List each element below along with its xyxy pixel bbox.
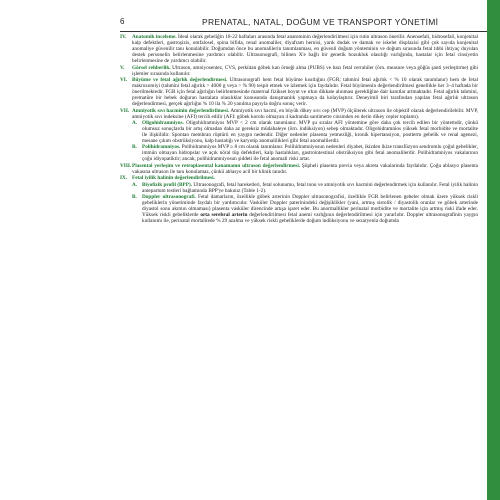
subsection-letter: A. — [132, 120, 138, 127]
section-heading: Anatomik inceleme. — [132, 34, 177, 40]
subsection-heading: Biyofizik profil (BPP). — [142, 181, 193, 188]
section-number: IV. — [120, 34, 127, 40]
section-number: VII. — [120, 107, 130, 114]
section-number: VIII. — [120, 162, 132, 169]
section-iv — [120, 34, 478, 64]
chapter-title: PRENATAL, NATAL, DOĞUM VE TRANSPORT YÖNETİMİ — [202, 17, 439, 27]
subsection-body-end: değerlendirilmesi fetal anemi varlığının değerlendirilmesi için yararlıdır. Doppler ultrasonografinin yaygın kullanımı ile, perinatal mortalitede % 29 azalma ve yüksek riskli gebeliklerde doğum indüksiyonu ve sezaryenla doğumda — [142, 212, 478, 225]
subsection-body: Polihidramniyos MVP ≥ 8 cm olarak tanımlanır. Polihidramniyosun nedenleri diyabet, ikizden ikize transfüzyon sendromlu çoğul gebelikler, immün olmayan hidropslar ve açık nöral tüp defektleri, kalp hastalıkları, gastrointestinal obstrüksiyon gibi fetal anomalilerdir. Polihidramniyos vakalarının çoğu idiyopatiktir; ancak, polihidramniyosun şiddeti ile fetal anomali riski artar. — [142, 144, 478, 163]
subsection-heading: Polihidramniyos. — [142, 144, 181, 151]
section-viii — [120, 163, 478, 175]
subsection-letter: A. — [132, 181, 138, 188]
section-number: IX. — [120, 175, 128, 182]
page-header — [120, 17, 490, 29]
section-heading: Fetal iyilik halinin değerlendirilmesi. — [132, 175, 215, 182]
header-rule — [120, 31, 490, 32]
section-vii — [120, 108, 478, 163]
page-number: 6 — [120, 17, 125, 26]
section-body: İdeal olarak gebeliğin 18-22 haftaları arasında fetal anatominin değerlendirilmesi için rutin ultrason önerilir. Anensefali, hidrosefali, konjenital kalp defektleri, gastroşizis, omfalosel, spina bifida, renal anomaliler, diyafram hernisi, yarık dudak ve damak ve iskelet displazisi gibi çok sayıda konjenital anomaliye güvenilir tanı konulabilir. Doğumdan önce bu anomalilerin tanımlanması, en güvenli doğum yönteminin ve doğum sırasında fetal tıbbi ihtiyaç duyulan destek personelin belirlenmesine yardımcı olabilir. Ultrasonografi, bilinen X'e bağlı bir genetik bozukluk olasılığı varlığında, hastalar için fetal cinsiyetin belirlenmesine de yardımcı olabilir. — [132, 34, 478, 65]
section-vi — [120, 77, 478, 107]
subsection-oligohydramnios — [132, 120, 478, 144]
subsection-letter: B. — [132, 193, 137, 200]
subsection-body: Ultrasonografi, fetal hareketleri, fetal solunumu, fetal tonu ve amniyotik sıvı hacmini değerlendirmek için kullanılır. Fetal iyilik halinin antepartum testleri bağlamında BPP'ye bakınız (Table 1-2). — [142, 181, 479, 194]
section-body: Amniyotik sıvı hacmi, en büyük dikey sıvı cep (MVP) ölçülerek ultrason ile objektif olarak değerlendirilebilir. MVP, amniyotik sıvı indeksine (AFI) tercih edilir (AFI: göbek korolu olmayan 4 kadranda santimetre cinsinden en derin dikey cepler toplamı). — [132, 107, 478, 120]
section-ix — [120, 175, 478, 224]
section-body: Ultrasonografi hem fetal büyüme kısıtlığını (FGR; tahmini fetal ağırlık < % 10 olarak tanımlanır) hem de fetal makrozomiyi (tahmini fetal ağırlık > 4000 g veya > % 90) tespit etmek ve izlemek için faydalıdır. Fetal büyümenin değerlendirilmesi genellikle her 3–4 haftada bir önerilmektedir. FGR için fetal ağırlığın belirlenmesinde maternal fizikset boyut ve ırkın dikkate alınması gerekliğine dair kanıtlar artmaktadır. Fetal ağırlık tahmini, prematüre bir bebek doğuran hastalara olasılıklar konusunda danışmanlık yapmaya da kolaylaştırır. Deneyimli biri tarafından yapılan fetal ağırlık ultrason değerlendirmesi, gerçek ağırlığın % 10 ila % 20 yanılma payıyla doğru sonuç verir. — [132, 77, 478, 108]
subsection-biophysical-profile — [132, 182, 478, 194]
section-v — [120, 65, 478, 77]
subsection-letter: B. — [132, 144, 137, 151]
bold-term: orta serebral arterin — [200, 212, 248, 219]
section-heading: Plasental yerleşim ve retroplasental kanamanın ultrason değerlendirmesi. — [132, 162, 301, 169]
section-body: Şüpheli plasenta previa veya akreta vakalarında faydalıdır. Çoğu ablasyo plasenta vakasına ultrason ile tanı konulamaz, çünkü ablasyo acil bir klinik tanıdır. — [132, 162, 478, 175]
subsection-heading: Oligohidramniyos. — [142, 120, 184, 127]
chapter-side-tab — [487, 0, 500, 500]
subsection-doppler — [132, 194, 478, 224]
section-body: Ultrason, amniyosentez, CVS, perkütan göbek kan örneği alma (PUBS) ve bazı fetal cerrahiler (örn. measure veya göğüs şanti yerleştirme) gibi işlemler sırasında kullanılır. — [132, 64, 478, 77]
subsection-body: Oligohidramniyos MVP < 2 cm olarak tanımlanır. MVP şu sıralar AFI yöntemine göre daha çok tercih edilen bir yöntemdir, çünkü olumsuz sonuçlarda bir artış olmadan daha az gereksiz müdahaleye (örn. indüksiyon) sebep olmaktadır. Oligohidramnios yüksek fetal morbidite ve mortalite ile ilişkilidir. Spontan membran rüptürü en yaygın nedendir. Diğer nedenler plasenta yetmezliği, kronik hipertansiyon, postterm gebelik ve renal agenezi, mesane çıkım obstrüksiyonu, kalp hastalığı ve karyotip anomalilikleri gibi fetal anomalilerdir. — [142, 120, 478, 145]
subsection-polyhydramnios — [132, 144, 478, 162]
subsection-body: Fetal damarların, özellikle göbek arterinin Doppler ultrasonografisi, özellikle FGR belirlenen gebeler olmak üzere yüksek riskli gebeliklerin yönetiminde faydalı bir yardımcıdır. Vasküler Doppler paterinindeki değişiklikler (yani, artmış sistolik / diyastolik oranlar ve göbek arterinde diyastol sonu akımın olmaması) plasenta vasküler direncinde artışa işaret eder. Bu anormallikler perinatal morbidite ve mortalite için artmış riski ifade eder. Yüksek riskli gebeliklerde — [142, 193, 478, 219]
section-heading: Amniyotik sıvı hacminin değerlendirilmesi. — [132, 107, 230, 114]
subsection-heading: Doppler ultrasonografi. — [142, 193, 196, 200]
section-heading: Büyüme ve fetal ağırlık değerlendirmesi. — [132, 77, 228, 84]
page-content — [120, 34, 478, 225]
section-number: VI. — [120, 77, 128, 84]
section-number: V. — [120, 64, 125, 71]
section-heading: Görsel rehberlik. — [132, 64, 171, 71]
